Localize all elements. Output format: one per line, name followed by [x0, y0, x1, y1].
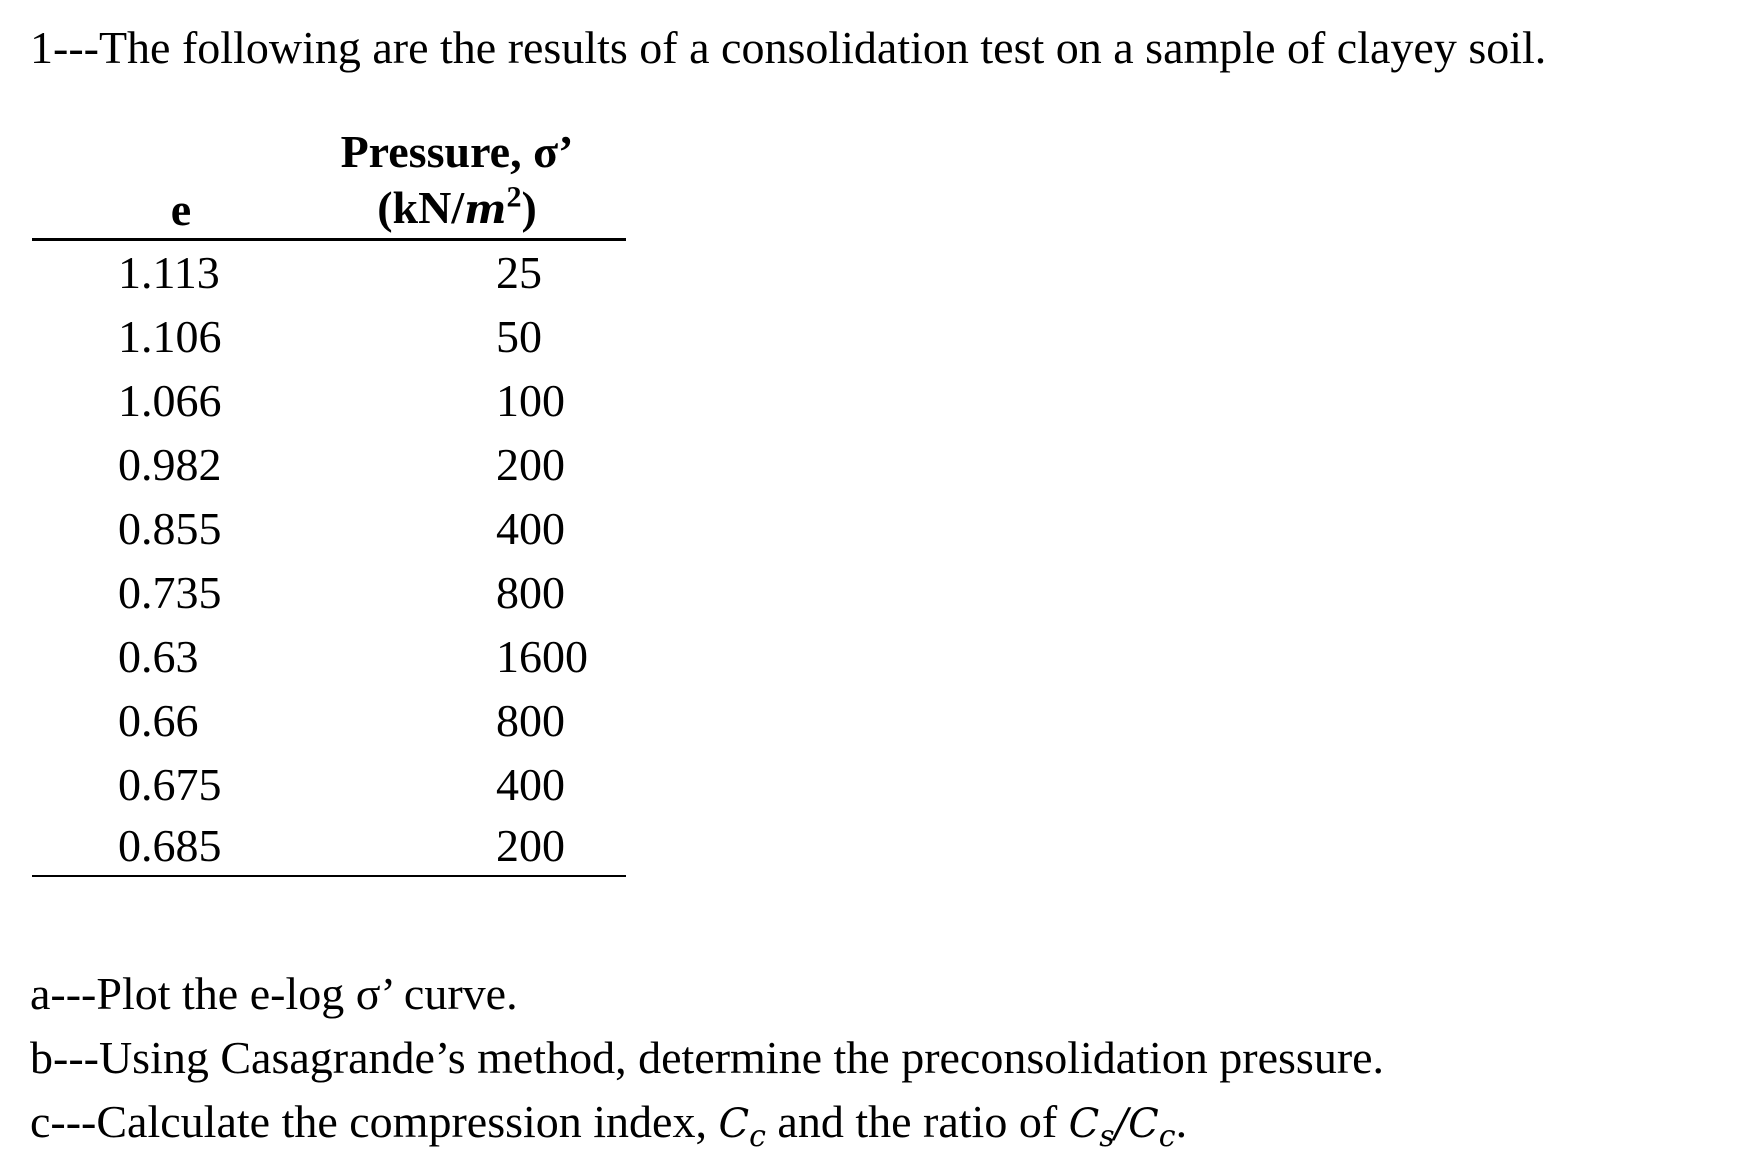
header-pressure: [322, 118, 626, 240]
header-void-ratio: e: [32, 118, 322, 240]
question-a: a---Plot the e-log σ’ curve.: [30, 968, 518, 1019]
table-row: [32, 240, 626, 306]
void-ratio-cell: 1.066: [118, 375, 222, 426]
void-ratio-cell: 0.675: [118, 759, 222, 810]
pressure-cell: 50: [496, 311, 542, 362]
pressure-cell: 200: [496, 439, 565, 490]
pressure-cell: 400: [496, 759, 565, 810]
pressure-cell: 1600: [496, 631, 588, 682]
cs-cc-ratio: $C_s/C_c$: [1068, 1101, 1176, 1154]
header-pressure-unit: $(kN/m^2)$: [377, 180, 537, 233]
table-row: [32, 561, 626, 625]
pressure-cell: 100: [496, 375, 565, 426]
table-row: [32, 497, 626, 561]
void-ratio-cell: 0.66: [118, 695, 199, 746]
table-header-row: [32, 118, 626, 240]
pressure-cell: 25: [496, 247, 542, 298]
void-ratio-cell: 1.106: [118, 311, 222, 362]
pressure-cell: 800: [496, 695, 565, 746]
cc-symbol: $C_c$: [718, 1101, 766, 1154]
table-row: [32, 817, 626, 876]
table-row: [32, 305, 626, 369]
header-pressure-label: Pressure, σ’: [340, 126, 574, 177]
table-row: [32, 753, 626, 817]
question-list: [30, 962, 1384, 1156]
pressure-cell: 800: [496, 567, 565, 618]
problem-statement: 1---The following are the results of a consolidation test on a sample of clayey soil.: [30, 22, 1547, 73]
table-row: [32, 433, 626, 497]
void-ratio-cell: 1.113: [118, 247, 220, 298]
table-row: [32, 625, 626, 689]
void-ratio-cell: 0.735: [118, 567, 222, 618]
void-ratio-cell: 0.63: [118, 631, 199, 682]
pressure-cell: 400: [496, 503, 565, 554]
table-row: [32, 689, 626, 753]
question-c: c---Calculate the compression index, $C_c$ and the ratio of $C_s/C_c$.: [30, 1096, 1188, 1154]
pressure-cell: 200: [322, 817, 626, 876]
void-ratio-cell: 0.685: [32, 817, 322, 876]
table-row: [32, 369, 626, 433]
consolidation-data-table: [32, 118, 626, 877]
void-ratio-cell: 0.982: [118, 439, 222, 490]
question-b: b---Using Casagrande’s method, determine the preconsolidation pressure.: [30, 1032, 1385, 1083]
void-ratio-cell: 0.855: [118, 503, 222, 554]
